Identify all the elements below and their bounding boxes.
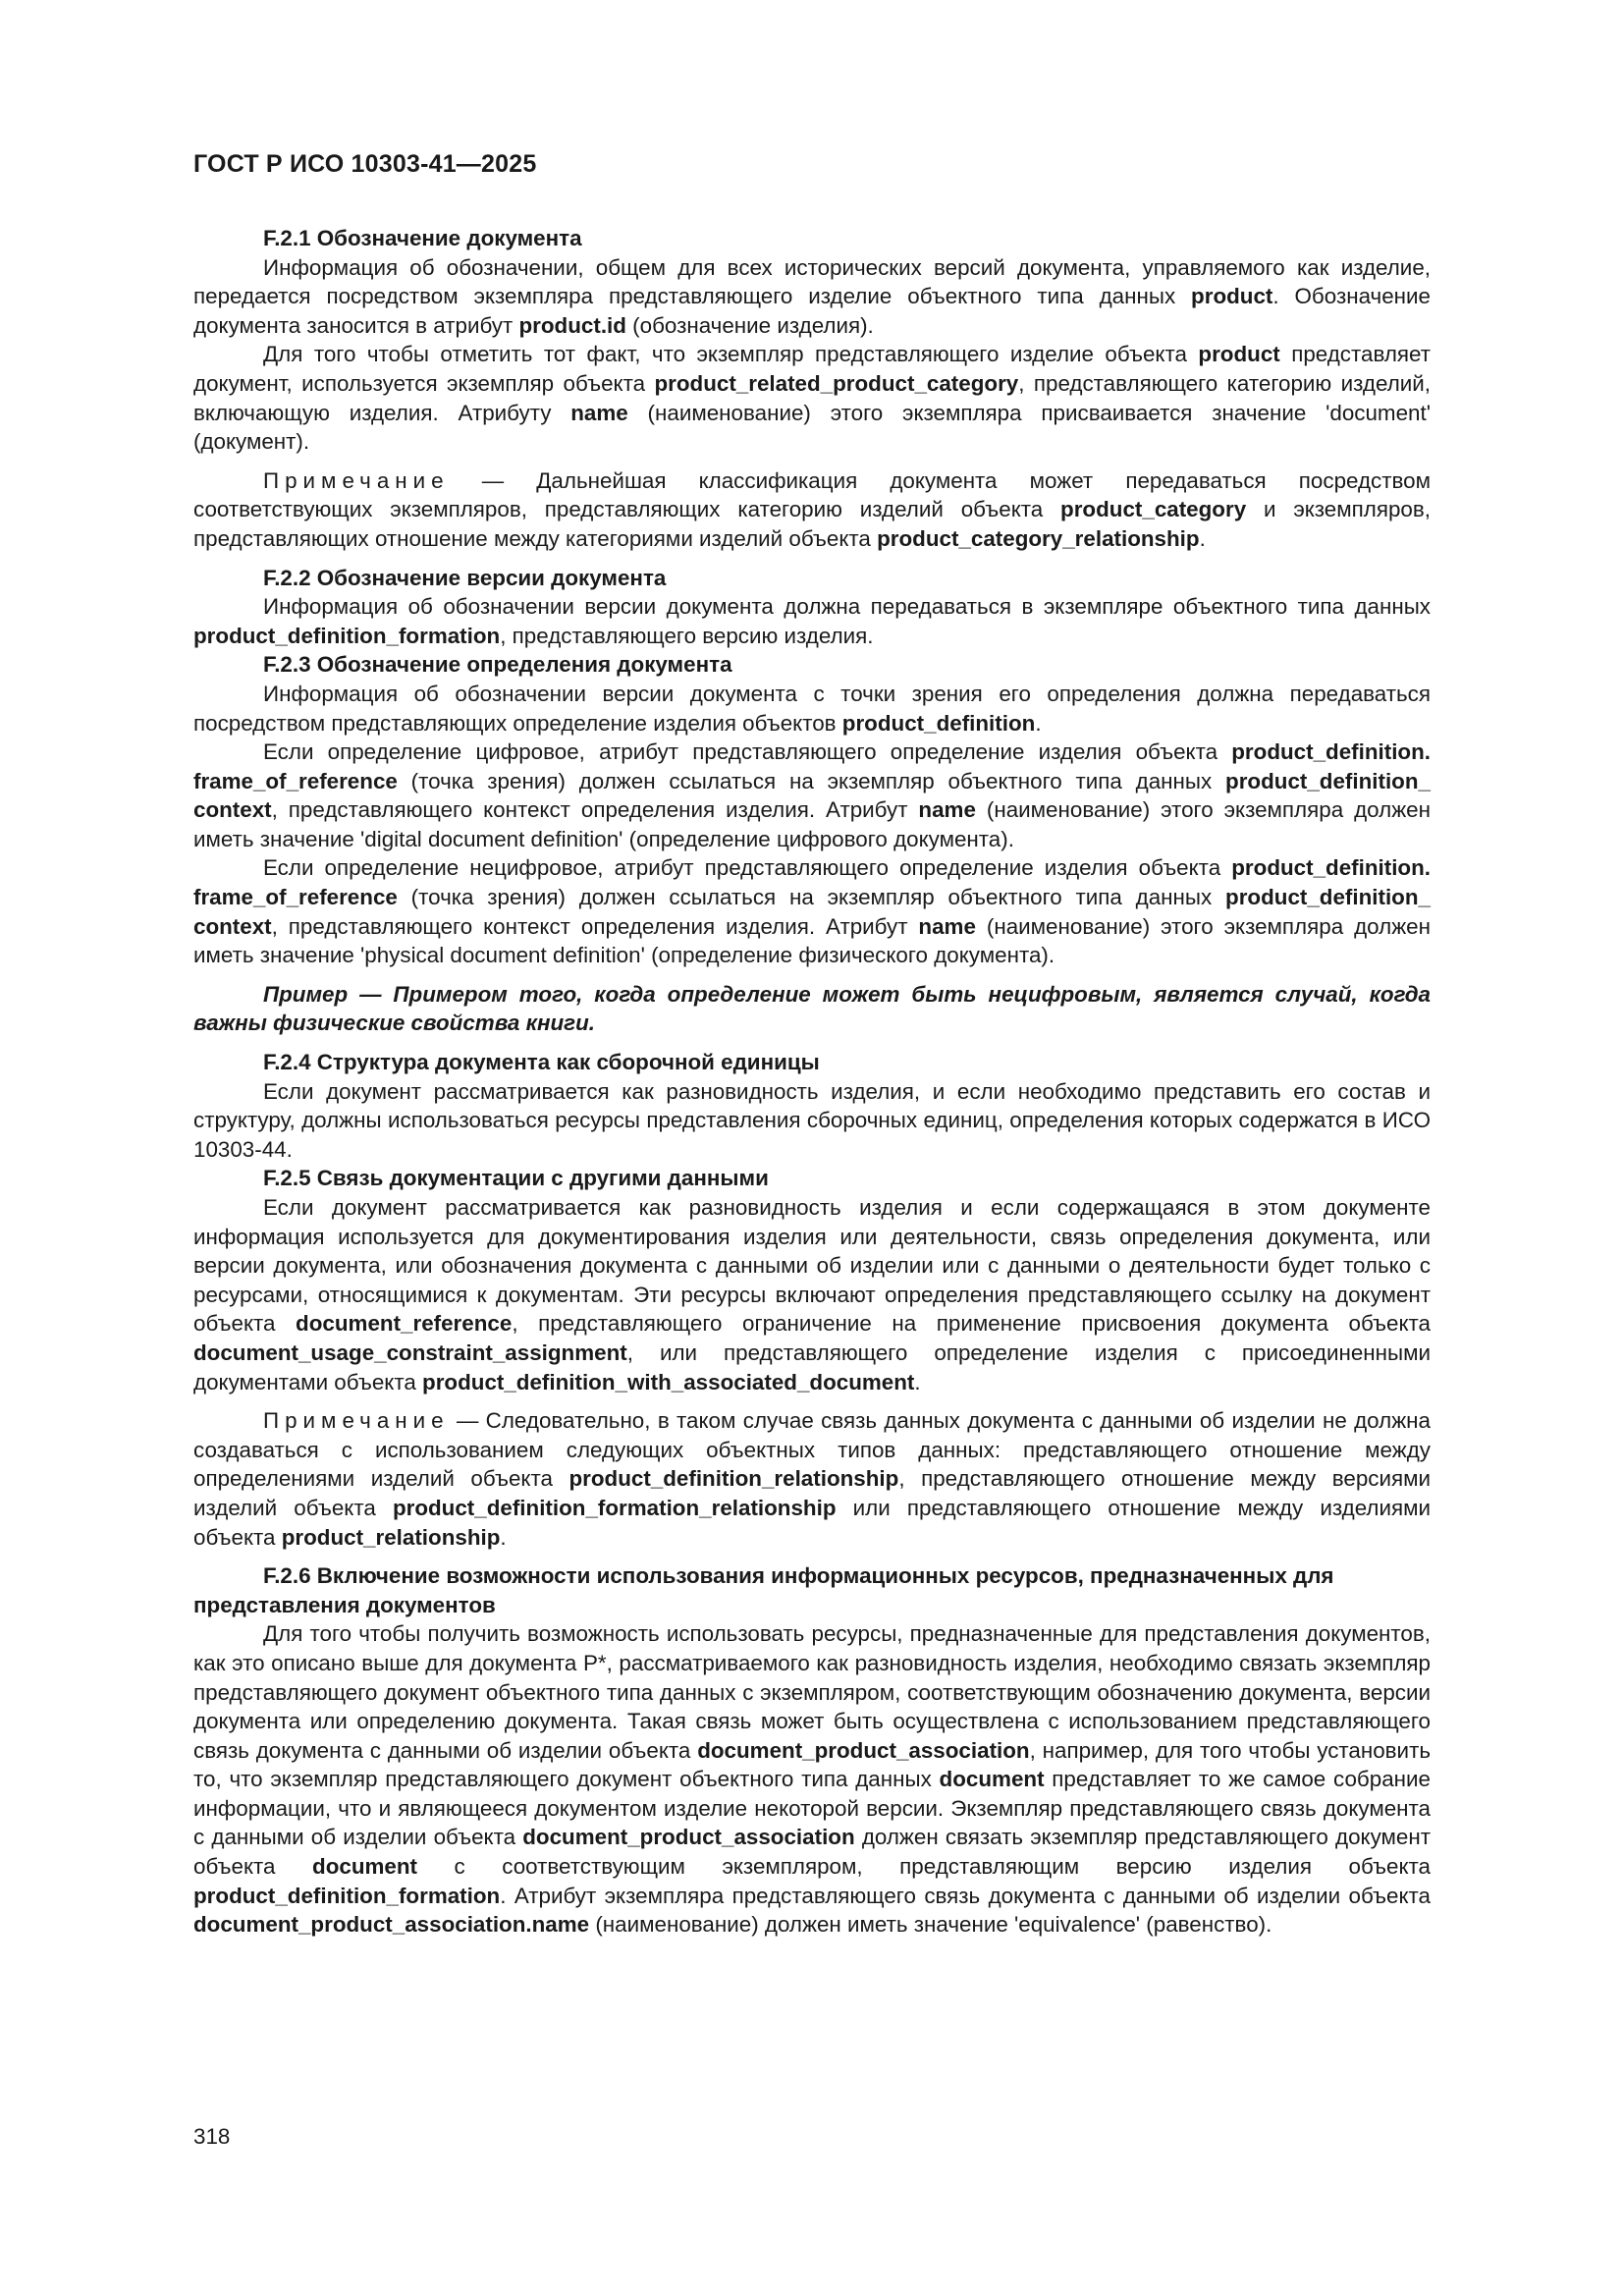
bold-term: product_definition_relationship [568,1466,899,1492]
text-run: представляет документ, используется экземпляр объекта [193,342,1431,396]
text-run: (наименование) должен иметь значение 'equivalence' (равенство). [589,1912,1272,1938]
paragraph [193,680,1431,738]
note-label: Примечание [263,1408,450,1434]
text-run: Если определение цифровое, атрибут представляющего определение изделия объекта [263,739,1232,765]
bold-term: product_definition_ context [193,885,1431,939]
bold-term: product_definition [841,710,1036,736]
text-run: . Атрибут экземпляра представляющего связь документа с данными об изделии объекта [500,1883,1431,1908]
text-run: — Дальнейшая классификация документа может передаваться посредством соответствующих экземпляров, представляющих категорию изделий объекта [193,467,1431,522]
paragraph [193,853,1431,969]
bold-term: product_definition_formation [193,1883,501,1908]
bold-term: product_definition_ context [193,768,1431,823]
paragraph [193,1619,1431,1940]
text-run: (точка зрения) должен ссылаться на экземпляр объектного типа данных [397,768,1226,793]
text-run: . [1199,525,1206,551]
text-run: . [914,1369,921,1394]
text-run: Информация об обозначении версии документа с точки зрения его определения должна передаваться посредством представляющих определение изделия объектов [193,681,1431,736]
text-run: , представляющего категорию изделий, включающую изделия. Атрибуту [193,370,1431,425]
text-run: (обозначение изделия). [625,312,874,338]
bold-term: product_definition_formation_relationship [392,1495,837,1520]
bold-term: document_reference [296,1311,513,1337]
text-run: , представляющего контекст определения изделия. Атрибут [271,913,919,939]
paragraph [193,592,1431,650]
text-run: , например, для того чтобы установить то, что экземпляр представляющего документ объектного типа данных [193,1737,1431,1792]
section-heading-f24: F.2.4 Структура документа как сборочной единицы [263,1050,820,1075]
text-run: должен связать экземпляр представляющего документ объекта [193,1825,1431,1880]
text-run: Для того чтобы получить возможность использовать ресурсы, предназначенные для представления документов, как это описано выше для документа P*, рассматриваемого как разновидность изделия, необходимо связать экземпляр представляющего документ объектного типа данных с экземпляром, соответствующим обозначению документа, версии документа или определению документа. Такая связь может быть осуществлена с использованием представляющего связь документа с данными об изделии объекта [193,1621,1431,1763]
bold-term: product_definition_formation [193,623,501,648]
example-paragraph: Пример — Примером того, когда определение может быть нецифровым, является случай, когда важны физические свойства книги. [193,981,1431,1036]
text-run: . [500,1524,507,1550]
bold-term: document_usage_constraint_assignment [193,1339,627,1365]
bold-term: document_product_association [697,1737,1030,1763]
text-run: или представляющего отношение между изделиями объекта [193,1495,1432,1550]
paragraph: Если документ рассматривается как разновидность изделия, и если необходимо представить его состав и структуру, должны использоваться ресурсы представления сборочных единиц, определения которых содержатся в ИСО 10303-44. [193,1078,1431,1162]
section-heading-f25: F.2.5 Связь документации с другими данными [263,1166,769,1191]
text-run: Если документ рассматривается как разновидность изделия и если содержащаяся в этом документе информация используется для документирования изделия или деятельности, связь определения документа, или версии документа, или обозначения документа с данными об изделии или с данными о деятельности будет только с ресурсами, относящимися к документам. Эти ресурсы включают определения представляющего ссылку на документ объекта [193,1195,1431,1337]
page-number: 318 [193,2124,231,2149]
bold-term: product [1191,284,1273,309]
bold-term: product_category_relationship [877,525,1200,551]
bold-term: product_category [1060,497,1247,522]
paragraph [193,1193,1431,1396]
text-run: , представляющего версию изделия. [500,623,874,648]
note-paragraph [193,466,1431,554]
bold-term: product_definition. frame_of_reference [193,855,1431,910]
text-run: , представляющего ограничение на применение присвоения документа объекта [512,1311,1431,1337]
section-heading-f22: F.2.2 Обозначение версии документа [263,565,667,590]
bold-term: document [939,1767,1045,1792]
bold-term: document_product_association [522,1825,855,1850]
text-run: (наименование) этого экземпляра присваивается значение 'document' (документ). [193,400,1431,455]
bold-term: product_relationship [281,1524,501,1550]
text-run: Информация об обозначении версии документа должна передаваться в экземпляре объектного типа данных [263,594,1431,620]
bold-term: document [312,1854,418,1880]
text-run: Если определение нецифровое, атрибут представляющего определение изделия объекта [263,855,1232,881]
bold-term: product_definition. frame_of_reference [193,739,1431,793]
section-heading-f23: F.2.3 Обозначение определения документа [263,652,732,678]
bold-term: product_related_product_category [654,370,1019,396]
text-run: , представляющего отношение между версиями изделий объекта [193,1466,1431,1520]
document-body [193,224,1431,1940]
bold-term: name [570,400,628,425]
text-run: (наименование) этого экземпляра должен иметь значение 'digital document definition' (определение цифрового документа). [193,797,1431,851]
text-run: представляет то же самое собрание информации, что и являющееся документом изделие некоторой версии. Экземпляр представляющего связь документа с данными об изделии объекта [193,1767,1431,1850]
text-run: (точка зрения) должен ссылаться на экземпляр объектного типа данных [397,885,1226,910]
text-run: . Обозначение документа заносится в атрибут [193,284,1431,338]
text-run: . [1035,710,1042,736]
paragraph [193,738,1431,853]
text-run: с соответствующим экземпляром, представляющим версию изделия объекта [417,1854,1431,1880]
paragraph [193,340,1431,456]
paragraph [193,253,1431,341]
note-label: Примечание [263,467,450,493]
document-header: ГОСТ Р ИСО 10303-41—2025 [193,150,537,178]
text-run: Для того чтобы отметить тот факт, что экземпляр представляющего изделие объекта [263,342,1199,367]
text-run: , или представляющего определение изделия с присоединенными документами объекта [193,1339,1431,1394]
text-run: — Следовательно, в таком случае связь данных документа с данными об изделии не должна создаваться с использованием следующих объектных типов данных: представляющего отношение между определениями изделий объекта [193,1408,1431,1492]
bold-term: product [1198,342,1280,367]
bold-term: name [918,797,976,823]
text-run: (наименование) этого экземпляра должен иметь значение 'physical document definition' (определение физического документа). [193,913,1431,968]
section-heading-f26: F.2.6 Включение возможности использования информационных ресурсов, предназначенных для представления документов [193,1563,1334,1617]
bold-term: product.id [518,312,626,338]
bold-term: product_definition_with_associated_document [422,1369,915,1394]
bold-term: document_product_association.name [193,1912,590,1938]
bold-term: name [918,913,976,939]
text-run: Информация об обозначении, общем для всех исторических версий документа, управляемого как изделие, передается посредством экземпляра представляющего изделие объектного типа данных [193,254,1431,309]
text-run: , представляющего контекст определения изделия. Атрибут [271,797,919,823]
note-paragraph [193,1406,1431,1552]
section-heading-f21: F.2.1 Обозначение документа [263,226,582,250]
text-run: и экземпляров, представляющих отношение между категориями изделий объекта [193,497,1431,551]
